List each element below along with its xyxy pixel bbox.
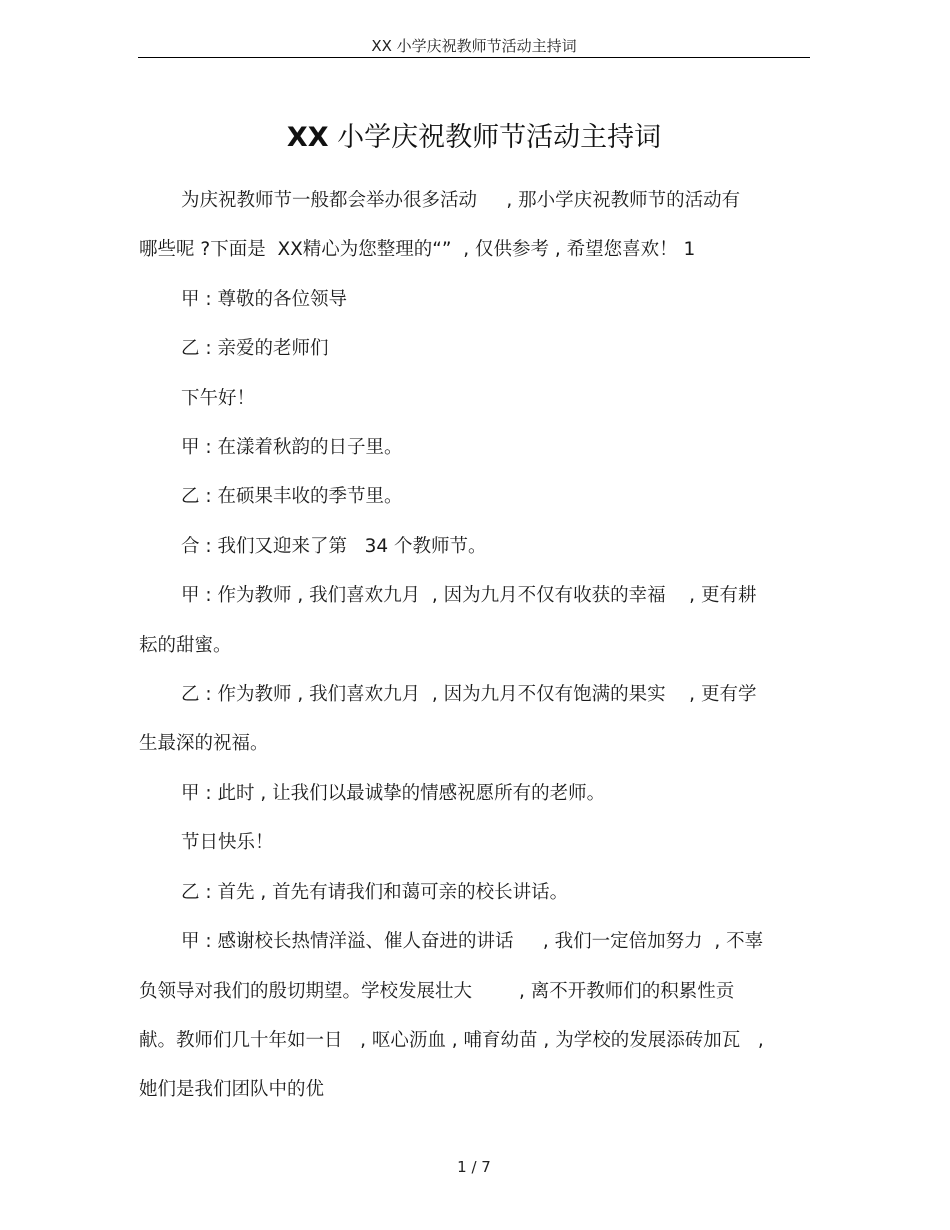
body-line: 乙 : 作为教师 , 我们喜欢九月 , 因为九月不仅有饱满的果实 , 更有学	[181, 684, 757, 706]
body-line: 下午好！	[181, 387, 256, 409]
body-line: 乙 : 首先 , 首先有请我们和蔼可亲的校长讲话。	[181, 881, 569, 903]
body-line: 合 : 我们又迎来了第 34 个教师节。	[181, 535, 487, 557]
document-body	[139, 176, 811, 1115]
body-line: 生最深的祝福。	[139, 733, 269, 755]
running-header: XX 小学庆祝教师节活动主持词	[371, 37, 577, 55]
body-line: 甲 : 尊敬的各位领导	[181, 288, 347, 310]
document-title	[138, 118, 810, 158]
body-line: 献。教师们几十年如一日 , 呕心沥血 , 哺育幼苗 , 为学校的发展添砖加瓦 ,	[139, 1029, 764, 1051]
body-line: 乙 : 亲爱的老师们	[181, 338, 329, 360]
body-line: 耘的甜蜜。	[139, 634, 232, 656]
body-line: 她们是我们团队中的优	[139, 1079, 325, 1101]
body-line: 甲 : 此时 , 让我们以最诚挚的情感祝愿所有的老师。	[181, 782, 606, 804]
title-prefix: XX	[286, 122, 329, 153]
body-line: 哪些呢 ?下面是 XX精心为您整理的“” , 仅供参考 , 希望您喜欢！ 1	[139, 239, 696, 261]
body-line: 甲 : 作为教师 , 我们喜欢九月 , 因为九月不仅有收获的幸福 , 更有耕	[181, 585, 757, 607]
body-line: 节日快乐！	[181, 832, 274, 854]
header-divider	[138, 57, 810, 58]
body-line: 乙 : 在硕果丰收的季节里。	[181, 486, 403, 508]
body-line: 负领导对我们的殷切期望。学校发展壮大 , 离不开教师们的积累性贡	[139, 980, 735, 1002]
title-text: 小学庆祝教师节活动主持词	[328, 122, 662, 153]
page-number: 1 / 7	[457, 1158, 491, 1176]
body-line: 甲 : 在漾着秋韵的日子里。	[181, 437, 403, 459]
body-line: 甲 : 感谢校长热情洋溢、催人奋进的讲话 , 我们一定倍加努力 , 不辜	[181, 931, 764, 953]
body-line: 为庆祝教师节一般都会举办很多活动 , 那小学庆祝教师节的活动有	[181, 190, 741, 211]
